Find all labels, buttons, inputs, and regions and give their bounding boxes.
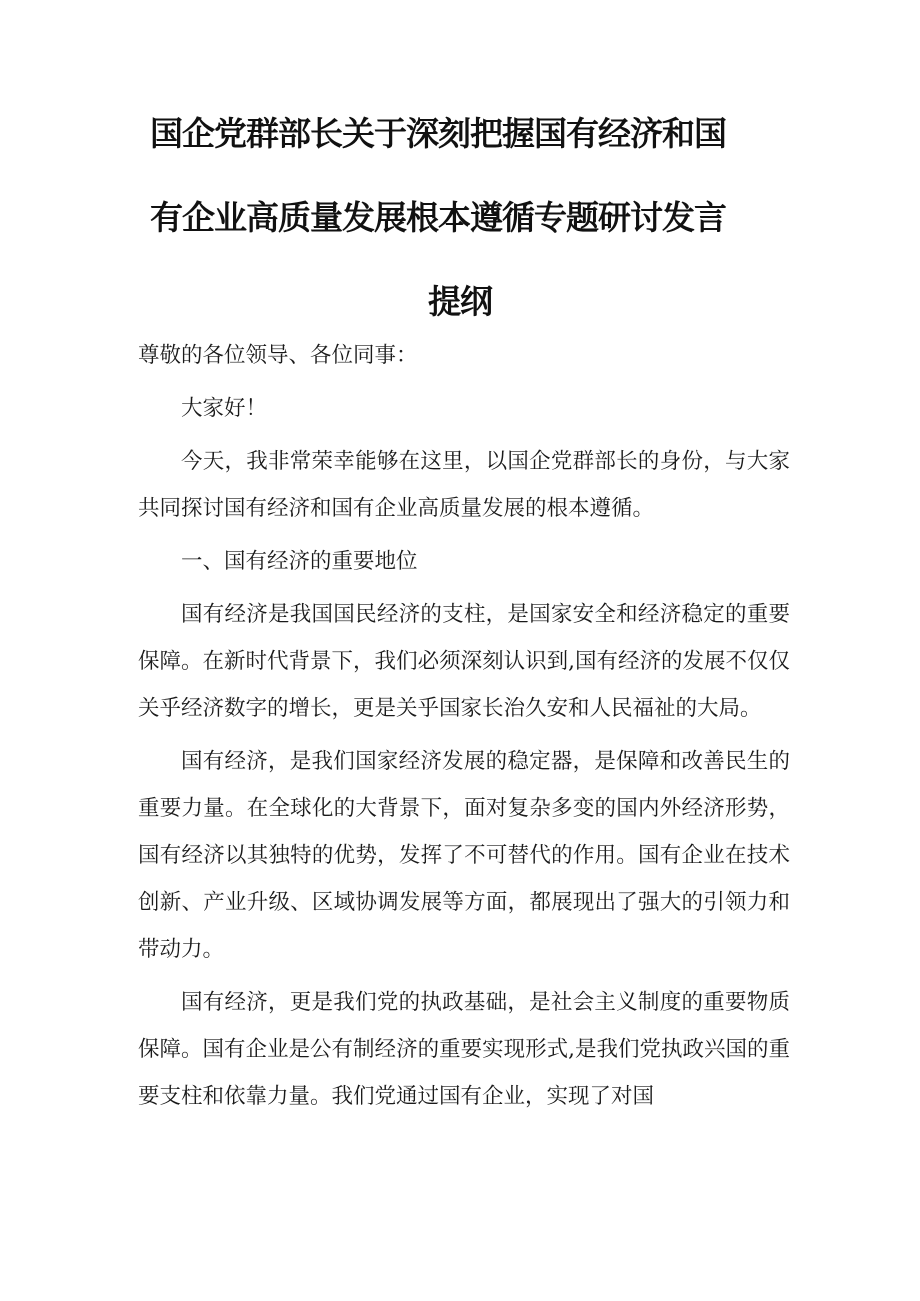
paragraph-body-1: 国有经济是我国国民经济的支柱，是国家安全和经济稳定的重要保障。在新时代背景下，我们必须深刻认识到,国有经济的发展不仅仅关乎经济数字的增长，更是关乎国家长治久安和人民福祉的大局。 xyxy=(138,602,790,721)
document-title-line-1: 国企党群部长关于深刻把握国有经济和国 xyxy=(150,114,726,153)
document-body xyxy=(138,332,790,1120)
document-title-line-3: 提纲 xyxy=(428,282,492,321)
salutation: 尊敬的各位领导、各位同事： xyxy=(138,343,418,368)
section-heading-1: 一、国有经济的重要地位 xyxy=(181,549,418,574)
greeting: 大家好！ xyxy=(181,396,268,421)
paragraph-body-3: 国有经济，更是我们党的执政基础，是社会主义制度的重要物质保障。国有企业是公有制经济的重要实现形式,是我们党执政兴国的重要支柱和依靠力量。我们党通过国有企业，实现了对国 xyxy=(138,990,790,1109)
paragraph-body-2: 国有经济，是我们国家经济发展的稳定器，是保障和改善民生的重要力量。在全球化的大背景下，面对复杂多变的国内外经济形势，国有经济以其独特的优势，发挥了不可替代的作用。国有企业在技术创新、产业升级、区域协调发展等方面，都展现出了强大的引领力和带动力。 xyxy=(138,749,790,962)
document-title-line-2: 有企业高质量发展根本遵循专题研讨发言 xyxy=(150,198,726,237)
paragraph-intro: 今天，我非常荣幸能够在这里，以国企党群部长的身份，与大家共同探讨国有经济和国有企业高质量发展的根本遵循。 xyxy=(138,449,790,521)
